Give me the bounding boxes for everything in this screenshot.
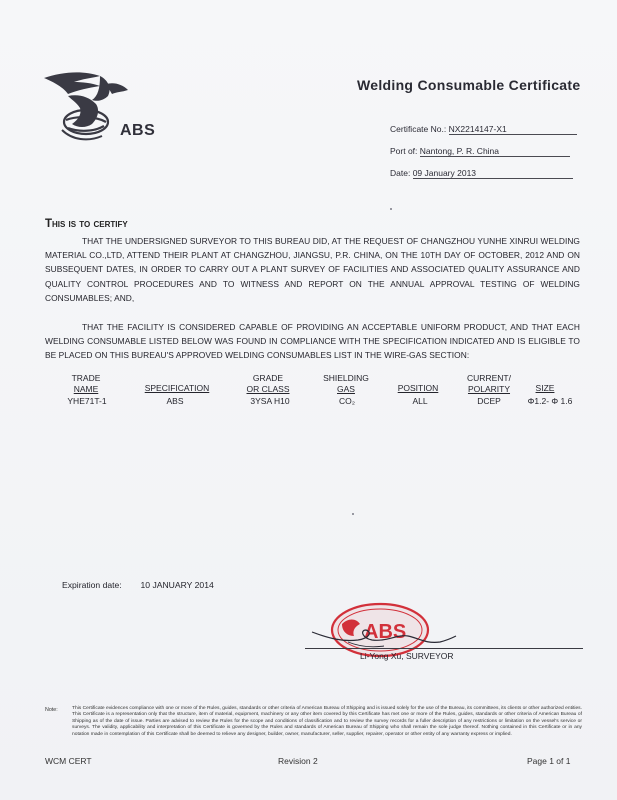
cell-grade: 3YSA H10: [250, 396, 290, 406]
column-header-size: SIZE: [535, 383, 555, 393]
handwritten-signature: [308, 612, 458, 652]
column-header-grade: GRADE OR CLASS: [246, 373, 290, 394]
certify-heading: This is to certify: [45, 218, 128, 230]
expiration-row: [62, 580, 214, 590]
abs-eagle-logo: [42, 70, 192, 150]
cell-position: ALL: [412, 396, 428, 406]
column-header-trade-name: TRADE NAME: [71, 373, 101, 394]
expiration-label: Expiration date:: [62, 580, 122, 590]
footer-revision: Revision 2: [278, 756, 318, 766]
column-header-current-polarity: CURRENT/ POLARITY: [467, 373, 511, 394]
date-value: 09 January 2013: [413, 168, 573, 179]
port-field: [390, 146, 570, 157]
date-field: [390, 168, 573, 179]
footer-page-number: Page 1 of 1: [527, 756, 571, 766]
date-label: Date:: [390, 168, 411, 178]
cell-trade-name: YHE71T-1: [67, 396, 107, 406]
certificate-title: Welding Consumable Certificate: [357, 77, 581, 93]
certificate-number-label: Certificate No.:: [390, 124, 447, 134]
column-header-position: POSITION: [397, 383, 439, 393]
certificate-number-value: NX2214147-X1: [449, 124, 577, 135]
surveyor-name: Li-Yong Xu, SURVEYOR: [360, 651, 454, 661]
certificate-number-field: [390, 124, 577, 135]
port-label: Port of:: [390, 146, 418, 156]
cell-size: Φ1.2- Φ 1.6: [527, 396, 573, 406]
cell-shielding-gas: CO₂: [338, 396, 356, 406]
certify-paragraph-1: THAT THE UNDERSIGNED SURVEYOR TO THIS BUREAU DID, AT THE REQUEST OF CHANGZHOU YUNHE XINRUI WELDING MATERIAL CO.,LTD, ATTEND THEIR PLANT AT CHANGZHOU, JIANGSU, P.R. CHINA, ON THE 10TH DAY OF OCTOBER, 2012 AND ON SUBSEQUENT DATES, IN ORDER TO CARRY OUT A PLANT SURVEY OF FACILITIES AND ASSOCIATED QUALITY ASSURANCE AND QUALITY CONTROL PROCEDURES AND TO WITNESS AND REPORT ON THE ANNUAL APPROVAL TESTING OF WELDING CONSUMABLES; AND,: [45, 236, 580, 303]
speck: [352, 513, 354, 515]
cell-specification: ABS: [166, 396, 184, 406]
cell-current-polarity: DCEP: [477, 396, 501, 406]
speck: [390, 208, 392, 210]
note-text: This Certificate evidences compliance with one or more of the Rules, guides, standards or other criteria of American Bureau of Shipping and is issued solely for the use of the Bureau, its committees, its clients or other authorized entities. This Certificate is a representation only that the structure, item of material, equipment, machinery or any other item covered by this Certificate has met one or more of the Rules, guides, standards or other criteria of American Bureau of Shipping as of the date of issue. Parties are advised to review the Rules for the scope and conditions of classification and to review the survey records for a fuller description of any restrictions or limitation on the vessel's service or surveys. The validity, applicability and interpretation of this Certificate is governed by the Rules and standards of American Bureau of Shipping who shall remain the sole judge thereof. Nothing contained in this Certificate or in any notation made in contemplation of this Certificate shall be deemed to relieve any designer, builder, owner, manufacturer, seller, supplier, repairer, operator or other entity of any warranty express or implied.: [72, 706, 582, 737]
stamp-text: ABS: [364, 621, 407, 643]
signature-line: [305, 648, 583, 649]
footer-form-id: WCM CERT: [45, 756, 92, 766]
column-header-specification: SPECIFICATION: [144, 383, 210, 393]
column-header-shielding-gas: SHIELDING GAS: [323, 373, 369, 394]
expiration-date: 10 JANUARY 2014: [140, 580, 214, 590]
logo-text: ABS: [120, 122, 156, 139]
certify-paragraph-2: THAT THE FACILITY IS CONSIDERED CAPABLE OF PROVIDING AN ACCEPTABLE UNIFORM PRODUCT, AND THAT EACH WELDING CONSUMABLE LISTED BELOW WAS FOUND IN COMPLIANCE WITH THE SPECIFICATION INDICATED AND IS ELIGIBLE TO BE PLACED ON THIS BUREAU'S APPROVED WELDING CONSUMABLES LIST IN THE WIRE-GAS SECTION:: [45, 322, 580, 361]
note-label: Note:: [45, 707, 58, 713]
port-value: Nantong, P. R. China: [420, 146, 570, 157]
